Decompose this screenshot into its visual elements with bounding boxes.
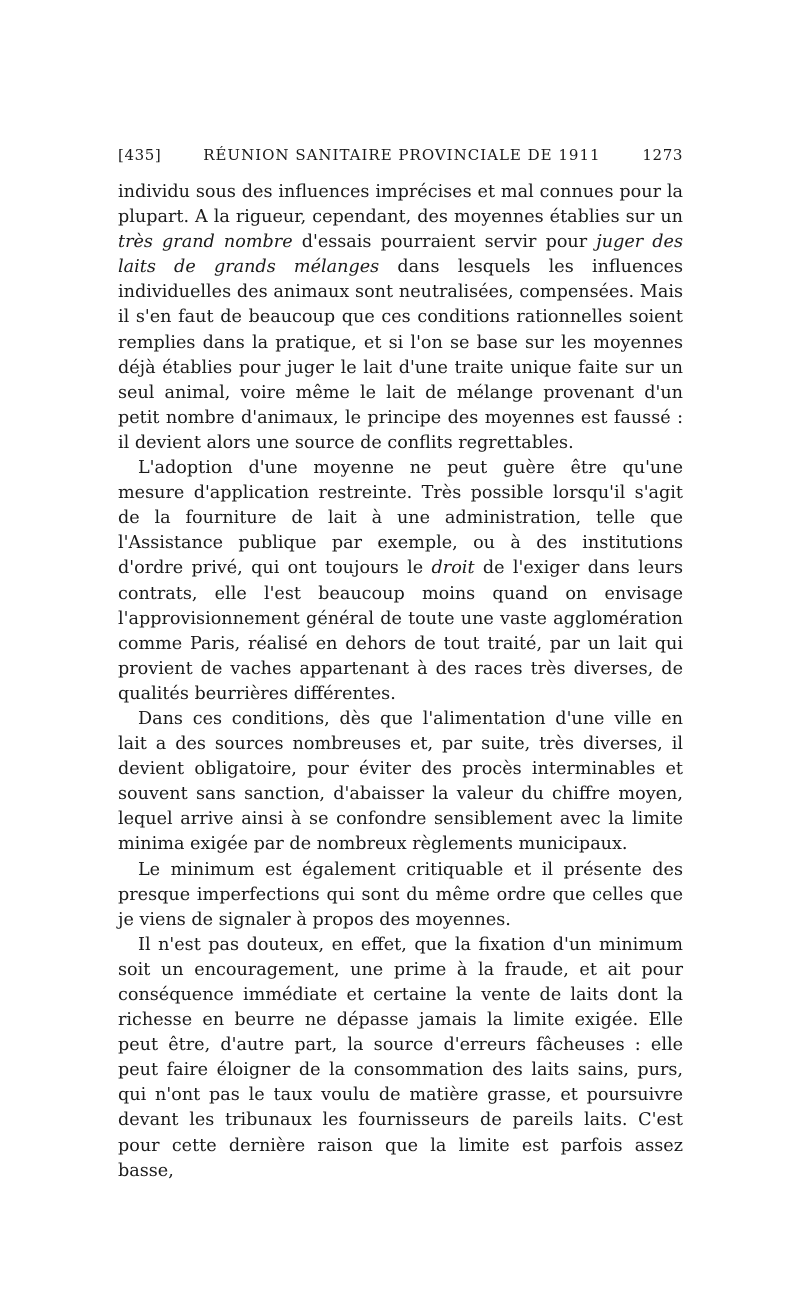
italic-phrase: juger des laits de grands mélanges	[118, 232, 683, 278]
paragraph-3: Dans ces conditions, dès que l'alimentation d'une ville en lait a des sources nombreuses et, par suite, très diverses, il devient obligatoire, pour éviter des procès interminables et souvent sans sanction, d'abaisser la valeur du chiffre moyen, lequel arrive ainsi à se confondre sensiblement avec la limite minima exigée par de nombreux règlements municipaux.	[118, 708, 683, 855]
bracket-number: [435]	[118, 146, 162, 164]
paragraph-5: Il n'est pas douteux, en effet, que la fixation d'un minimum soit un encouragement, une prime à la fraude, et ait pour conséquence immédiate et certaine la vente de laits dont la richesse en beurre ne dépasse jamais la limite exigée. Elle peut être, d'autre part, la source d'erreurs fâcheuses : elle peut faire éloigner de la consommation des laits sains, purs, qui n'ont pas le taux voulu de matière grasse, et poursuivre devant les tribunaux les fournisseurs de pareils laits. C'est pour cette dernière raison que la limite est parfois assez basse,	[118, 934, 683, 1181]
body-text	[118, 180, 683, 1184]
page-number: 1273	[642, 146, 683, 164]
running-title: RÉUNION SANITAIRE PROVINCIALE DE 1911	[203, 146, 601, 164]
italic-phrase: très grand nombre	[118, 232, 293, 253]
paragraph-1: individu sous des influences imprécises et mal connues pour la plupart. A la rigueur, cependant, des moyennes établies sur un très grand nombre d'essais pourraient servir pour juger des laits de grands mélanges dans lesquels les influences individuelles des animaux sont neutralisées, compensées. Mais il s'en faut de beaucoup que ces conditions rationnelles soient remplies dans la pratique, et si l'on se base sur les moyennes déjà établies pour juger le lait d'une traite unique faite sur un seul animal, voire même le lait de mélange provenant d'un petit nombre d'animaux, le principe des moyennes est faussé : il devient alors une source de conflits regrettables.	[118, 182, 684, 453]
book-page	[118, 146, 683, 1184]
running-header	[118, 146, 683, 164]
italic-phrase: droit	[431, 558, 475, 579]
paragraph-2: L'adoption d'une moyenne ne peut guère être qu'une mesure d'application restreinte. Très possible lorsqu'il s'agit de la fourniture de lait à une administration, telle que l'Assistance publique par exemple, ou à des institutions d'ordre privé, qui ont toujours le droit de l'exiger dans leurs contrats, elle l'est beaucoup moins quand on envisage l'approvisionnement général de toute une vaste agglomération comme Paris, réalisé en dehors de tout traité, par un lait qui provient de vaches appartenant à des races très diverses, de qualités beurrières différentes.	[118, 458, 683, 704]
paragraph-4: Le minimum est également critiquable et il présente des presque imperfections qui sont du même ordre que celles que je viens de signaler à propos des moyennes.	[118, 859, 683, 930]
